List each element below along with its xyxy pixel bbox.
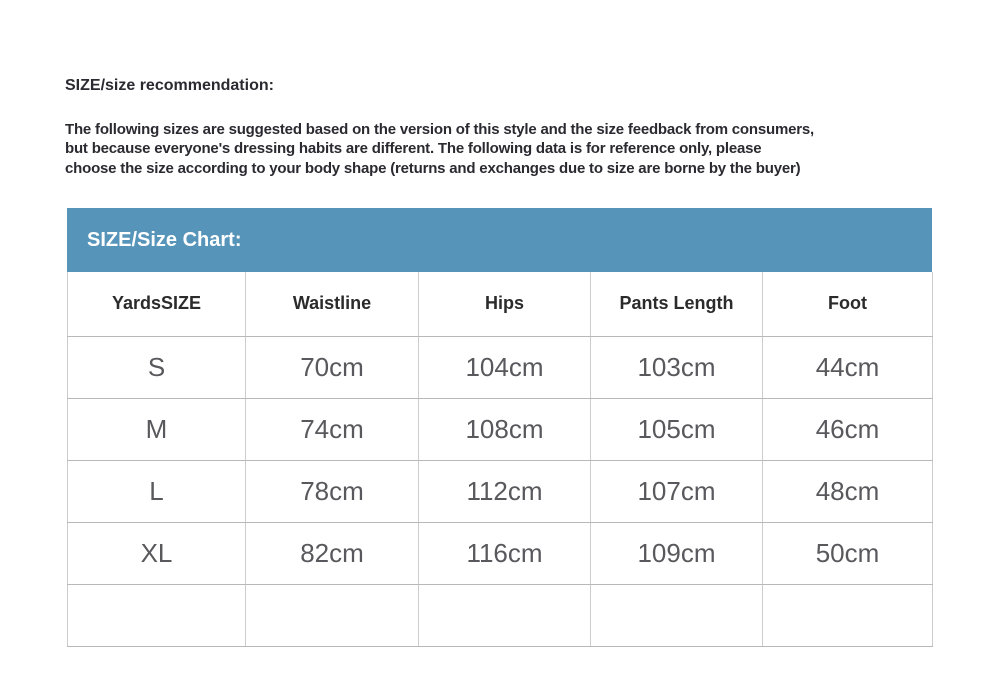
- description-line: The following sizes are suggested based on the version of this style and the size feedback from consumers,: [65, 121, 814, 138]
- empty-cell: [591, 584, 763, 646]
- measurement-cell: 116cm: [419, 522, 591, 584]
- measurement-cell: 109cm: [591, 522, 763, 584]
- measurement-cell: 50cm: [763, 522, 933, 584]
- table-row: [68, 398, 933, 460]
- measurement-cell: 107cm: [591, 460, 763, 522]
- empty-cell: [68, 584, 246, 646]
- column-header-waistline: Waistline: [246, 272, 419, 336]
- measurement-cell: 112cm: [419, 460, 591, 522]
- empty-cell: [419, 584, 591, 646]
- table-row: [68, 336, 933, 398]
- table-row-empty: [68, 584, 933, 646]
- measurement-cell: 104cm: [419, 336, 591, 398]
- size-cell: L: [68, 460, 246, 522]
- table-row: [68, 522, 933, 584]
- size-chart-title: SIZE/Size Chart:: [87, 228, 242, 251]
- measurement-cell: 46cm: [763, 398, 933, 460]
- column-header-hips: Hips: [419, 272, 591, 336]
- measurement-cell: 78cm: [246, 460, 419, 522]
- size-cell: S: [68, 336, 246, 398]
- measurement-cell: 108cm: [419, 398, 591, 460]
- description-line: choose the size according to your body shape (returns and exchanges due to size are borne by the buyer): [65, 159, 801, 177]
- empty-cell: [246, 584, 419, 646]
- column-header-yards-size: YardsSIZE: [68, 272, 246, 336]
- measurement-cell: 105cm: [591, 398, 763, 460]
- size-chart-title-bar: [67, 208, 932, 272]
- empty-cell: [763, 584, 933, 646]
- column-header-foot: Foot: [763, 272, 933, 336]
- page-title: SIZE/size recommendation:: [65, 77, 274, 94]
- table-row: [68, 460, 933, 522]
- measurement-cell: 48cm: [763, 460, 933, 522]
- measurement-cell: 74cm: [246, 398, 419, 460]
- size-description: [65, 120, 814, 178]
- measurement-cell: 70cm: [246, 336, 419, 398]
- size-table-header-row: [68, 272, 933, 336]
- size-cell: XL: [68, 522, 246, 584]
- description-line: but because everyone's dressing habits are different. The following data is for reference only, please: [65, 140, 762, 158]
- measurement-cell: 82cm: [246, 522, 419, 584]
- size-cell: M: [68, 398, 246, 460]
- size-table: [67, 272, 933, 647]
- measurement-cell: 103cm: [591, 336, 763, 398]
- measurement-cell: 44cm: [763, 336, 933, 398]
- column-header-pants-length: Pants Length: [591, 272, 763, 336]
